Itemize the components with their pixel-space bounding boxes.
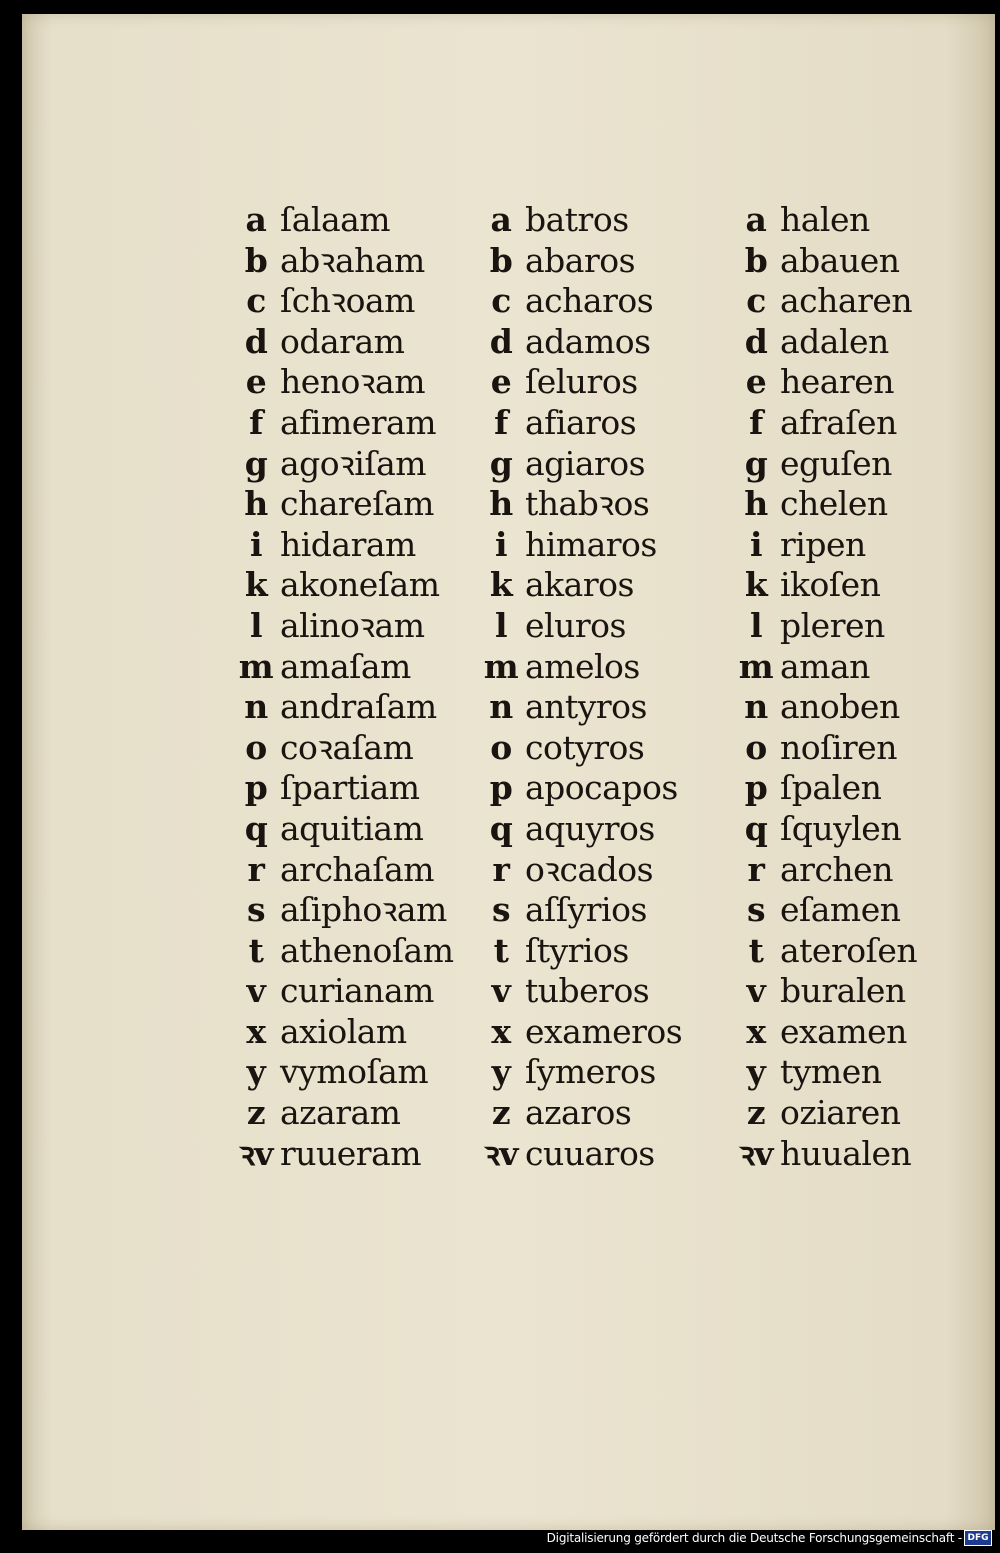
dfg-logo: DFG xyxy=(964,1530,992,1546)
row-letter: m xyxy=(738,646,774,686)
table-row xyxy=(477,971,682,1012)
row-letter: q xyxy=(489,808,513,848)
row-letter: b xyxy=(244,240,268,280)
row-word: antyros xyxy=(525,687,647,727)
row-word: ſeluros xyxy=(525,362,638,402)
row-letter: k xyxy=(489,565,513,605)
row-letter: z xyxy=(746,1093,766,1133)
row-letter: z xyxy=(246,1093,266,1133)
table-row xyxy=(732,768,917,809)
row-word: ſpartiam xyxy=(280,768,420,808)
row-word: apocapos xyxy=(525,768,678,808)
row-word: afiaros xyxy=(525,402,637,442)
row-letter: r xyxy=(492,849,510,889)
row-letter: e xyxy=(490,362,512,402)
row-word: adamos xyxy=(525,321,651,361)
row-letter: x xyxy=(491,1011,511,1051)
row-word: agoꝛiſam xyxy=(280,443,427,483)
table-row xyxy=(477,647,682,688)
row-letter: y xyxy=(246,1052,266,1092)
table-row xyxy=(232,362,454,403)
row-letter: p xyxy=(744,768,768,808)
row-word: eſamen xyxy=(780,890,901,930)
row-letter: h xyxy=(244,484,268,524)
table-row xyxy=(477,403,682,444)
row-word: athenoſam xyxy=(280,930,454,970)
row-word: cuuaros xyxy=(525,1133,655,1173)
table-row xyxy=(477,1093,682,1134)
row-word: ſpalen xyxy=(780,768,882,808)
table-row xyxy=(232,606,454,647)
table-row xyxy=(477,565,682,606)
table-row xyxy=(232,200,454,241)
row-letter: g xyxy=(244,443,268,483)
table-row xyxy=(477,525,682,566)
row-letter: ꝛv xyxy=(239,1133,273,1173)
row-word: tymen xyxy=(780,1052,882,1092)
row-letter: o xyxy=(245,727,267,767)
table-row xyxy=(477,1012,682,1053)
table-row xyxy=(232,768,454,809)
table-row xyxy=(232,728,454,769)
row-letter: l xyxy=(749,605,763,645)
row-word: aquitiam xyxy=(280,808,424,848)
row-word: aman xyxy=(780,646,870,686)
row-letter: a xyxy=(745,200,767,239)
table-row xyxy=(732,200,917,241)
table-row xyxy=(232,281,454,322)
table-row xyxy=(232,241,454,282)
table-row xyxy=(732,1134,917,1175)
row-letter: f xyxy=(749,402,763,442)
row-letter: k xyxy=(244,565,268,605)
row-word: ſtyrios xyxy=(525,930,629,970)
row-word: abaros xyxy=(525,240,636,280)
table-row xyxy=(232,484,454,525)
table-row xyxy=(732,606,917,647)
row-letter: b xyxy=(489,240,513,280)
row-word: ſquylen xyxy=(780,808,902,848)
row-letter: c xyxy=(246,281,266,321)
row-word: akaros xyxy=(525,565,634,605)
row-word: huualen xyxy=(780,1133,912,1173)
row-letter: i xyxy=(249,524,263,564)
row-word: exameros xyxy=(525,1011,683,1051)
table-row xyxy=(477,362,682,403)
row-word: agiaros xyxy=(525,443,646,483)
table-row xyxy=(732,890,917,931)
table-row xyxy=(232,850,454,891)
row-word: afraſen xyxy=(780,402,897,442)
table-row xyxy=(732,362,917,403)
row-word: abꝛaham xyxy=(280,240,425,280)
row-word: archen xyxy=(780,849,893,889)
row-word: aquyros xyxy=(525,808,655,848)
row-word: pleren xyxy=(780,605,885,645)
table-row xyxy=(732,1052,917,1093)
row-letter: m xyxy=(483,646,519,686)
row-word: halen xyxy=(780,200,870,239)
row-letter: t xyxy=(248,930,264,970)
row-word: vymoſam xyxy=(280,1052,429,1092)
table-row xyxy=(477,809,682,850)
table-row xyxy=(477,281,682,322)
table-row xyxy=(732,1093,917,1134)
digitization-credit: Digitalisierung gefördert durch die Deutsche Forschungsgemeinschaft - xyxy=(546,1531,962,1545)
table-row xyxy=(232,403,454,444)
row-word: archaſam xyxy=(280,849,435,889)
row-word: azaros xyxy=(525,1093,632,1133)
row-letter: q xyxy=(744,808,768,848)
row-word: henoꝛam xyxy=(280,362,426,402)
row-word: acharen xyxy=(780,281,913,321)
row-word: chelen xyxy=(780,484,888,524)
row-word: ſchꝛoam xyxy=(280,281,415,321)
column-3 xyxy=(732,200,917,1174)
row-letter: x xyxy=(246,1011,266,1051)
table-row xyxy=(232,444,454,485)
row-word: himaros xyxy=(525,524,657,564)
table-row xyxy=(732,809,917,850)
row-letter: g xyxy=(744,443,768,483)
row-letter: y xyxy=(746,1052,766,1092)
table-row xyxy=(732,444,917,485)
table-row xyxy=(732,850,917,891)
table-row xyxy=(732,647,917,688)
row-letter: z xyxy=(491,1093,511,1133)
row-letter: p xyxy=(489,768,513,808)
row-word: hearen xyxy=(780,362,895,402)
row-word: afimeram xyxy=(280,402,437,442)
table-row xyxy=(732,525,917,566)
table-row xyxy=(477,931,682,972)
table-row xyxy=(477,890,682,931)
row-letter: d xyxy=(744,321,768,361)
row-letter: ꝛv xyxy=(484,1133,518,1173)
row-letter: r xyxy=(747,849,765,889)
row-letter: e xyxy=(245,362,267,402)
table-row xyxy=(232,647,454,688)
book-page xyxy=(22,14,995,1530)
row-letter: h xyxy=(744,484,768,524)
row-letter: h xyxy=(489,484,513,524)
row-letter: d xyxy=(489,321,513,361)
table-row xyxy=(732,728,917,769)
table-row xyxy=(732,687,917,728)
row-letter: i xyxy=(494,524,508,564)
row-word: ſymeros xyxy=(525,1052,656,1092)
row-letter: s xyxy=(491,890,511,930)
table-row xyxy=(477,606,682,647)
column-1 xyxy=(232,200,454,1174)
row-letter: v xyxy=(746,971,766,1011)
row-word: buralen xyxy=(780,971,906,1011)
column-2 xyxy=(477,200,682,1174)
row-word: adalen xyxy=(780,321,889,361)
row-word: eguſen xyxy=(780,443,892,483)
row-letter: p xyxy=(244,768,268,808)
row-letter: o xyxy=(745,727,767,767)
row-letter: ꝛv xyxy=(739,1133,773,1173)
row-letter: o xyxy=(490,727,512,767)
table-row xyxy=(232,1134,454,1175)
row-letter: c xyxy=(746,281,766,321)
row-word: cotyros xyxy=(525,727,645,767)
row-word: ateroſen xyxy=(780,930,918,970)
row-letter: n xyxy=(244,687,268,727)
table-row xyxy=(477,687,682,728)
row-word: andraſam xyxy=(280,687,437,727)
row-word: azaram xyxy=(280,1093,401,1133)
row-letter: a xyxy=(490,200,512,239)
row-letter: f xyxy=(494,402,508,442)
row-letter: t xyxy=(493,930,509,970)
table-row xyxy=(732,484,917,525)
row-letter: s xyxy=(246,890,266,930)
row-word: akoneſam xyxy=(280,565,440,605)
table-row xyxy=(477,322,682,363)
table-row xyxy=(477,1134,682,1175)
row-letter: x xyxy=(746,1011,766,1051)
row-word: curianam xyxy=(280,971,434,1011)
table-row xyxy=(477,200,682,241)
table-row xyxy=(232,565,454,606)
row-word: tuberos xyxy=(525,971,650,1011)
row-word: anoben xyxy=(780,687,900,727)
table-row xyxy=(477,728,682,769)
row-word: alinoꝛam xyxy=(280,605,425,645)
row-word: chareſam xyxy=(280,484,434,524)
row-letter: c xyxy=(491,281,511,321)
table-row xyxy=(477,1052,682,1093)
row-letter: l xyxy=(249,605,263,645)
table-row xyxy=(232,1012,454,1053)
table-row xyxy=(232,890,454,931)
row-word: ſalaam xyxy=(280,200,391,239)
row-word: eluros xyxy=(525,605,626,645)
row-word: aſiphoꝛam xyxy=(280,890,447,930)
row-word: amaſam xyxy=(280,646,411,686)
row-letter: a xyxy=(245,200,267,239)
row-word: acharos xyxy=(525,281,654,321)
table-row xyxy=(732,241,917,282)
row-word: abauen xyxy=(780,240,900,280)
row-letter: n xyxy=(489,687,513,727)
row-letter: l xyxy=(494,605,508,645)
row-word: odaram xyxy=(280,321,405,361)
table-row xyxy=(232,1052,454,1093)
table-row xyxy=(732,971,917,1012)
table-row xyxy=(477,444,682,485)
table-row xyxy=(232,525,454,566)
row-letter: i xyxy=(749,524,763,564)
table-row xyxy=(232,809,454,850)
row-letter: k xyxy=(744,565,768,605)
row-word: axiolam xyxy=(280,1011,407,1051)
table-row xyxy=(732,931,917,972)
row-word: hidaram xyxy=(280,524,416,564)
row-letter: v xyxy=(491,971,511,1011)
row-word: noſiren xyxy=(780,727,897,767)
row-word: oziaren xyxy=(780,1093,901,1133)
row-letter: y xyxy=(491,1052,511,1092)
row-word: ikoſen xyxy=(780,565,881,605)
row-letter: s xyxy=(746,890,766,930)
row-letter: n xyxy=(744,687,768,727)
row-word: ripen xyxy=(780,524,866,564)
row-word: oꝛcados xyxy=(525,849,654,889)
table-row xyxy=(232,322,454,363)
row-word: aſſyrios xyxy=(525,890,647,930)
row-word: thabꝛos xyxy=(525,484,650,524)
row-letter: m xyxy=(238,646,274,686)
row-letter: r xyxy=(247,849,265,889)
table-row xyxy=(732,1012,917,1053)
table-row xyxy=(477,241,682,282)
table-row xyxy=(232,971,454,1012)
table-row xyxy=(732,565,917,606)
row-word: coꝛaſam xyxy=(280,727,414,767)
row-letter: b xyxy=(744,240,768,280)
alphabet-table xyxy=(22,200,995,1180)
table-row xyxy=(232,1093,454,1134)
table-row xyxy=(477,768,682,809)
row-letter: g xyxy=(489,443,513,483)
row-letter: f xyxy=(249,402,263,442)
row-letter: t xyxy=(748,930,764,970)
table-row xyxy=(232,687,454,728)
row-word: examen xyxy=(780,1011,907,1051)
table-row xyxy=(477,850,682,891)
table-row xyxy=(232,931,454,972)
row-word: batros xyxy=(525,200,629,239)
row-word: amelos xyxy=(525,646,640,686)
table-row xyxy=(732,403,917,444)
row-letter: d xyxy=(244,321,268,361)
table-row xyxy=(477,484,682,525)
table-row xyxy=(732,322,917,363)
table-row xyxy=(732,281,917,322)
row-letter: e xyxy=(745,362,767,402)
row-word: ruueram xyxy=(280,1133,422,1173)
row-letter: q xyxy=(244,808,268,848)
row-letter: v xyxy=(246,971,266,1011)
